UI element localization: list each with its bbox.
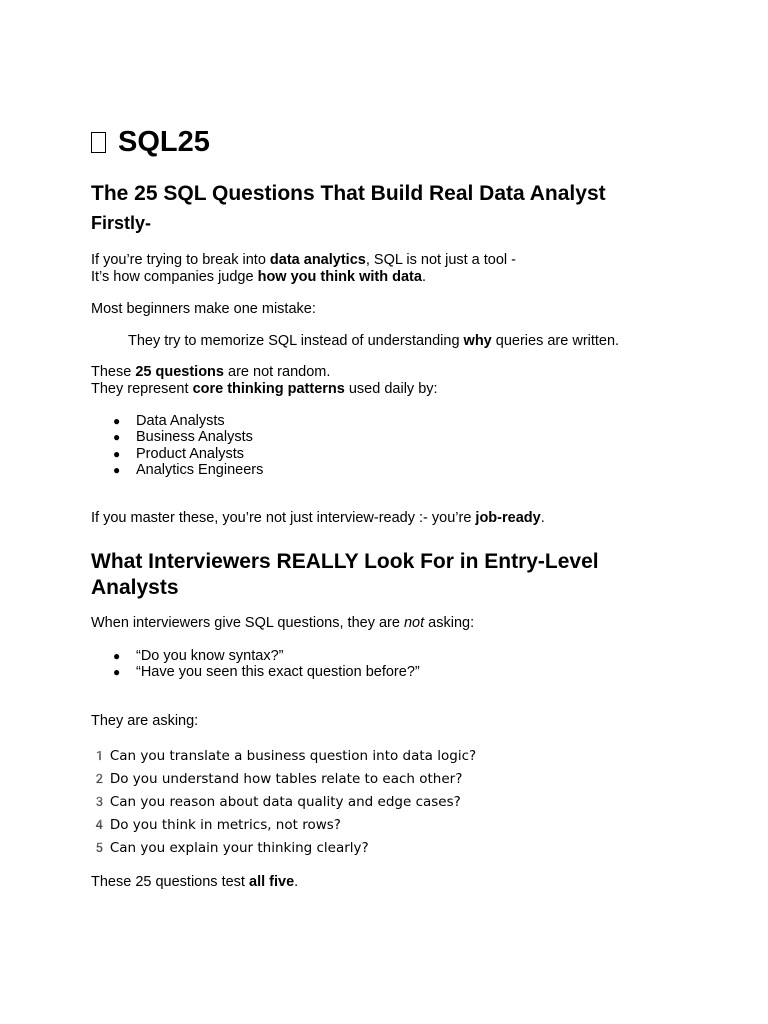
number-badge: 2️ bbox=[91, 771, 104, 787]
list-item: 4️ Do you think in metrics, not rows? bbox=[91, 817, 341, 833]
subheading: Firstly- bbox=[91, 213, 152, 233]
master-text: If you master these, you’re not just interview-ready :- you’re job-ready. bbox=[91, 510, 545, 526]
patterns-paragraph: These 25 questions are not random. They represent core thinking patterns used daily by: bbox=[91, 364, 438, 397]
title-text: SQL25 bbox=[118, 126, 210, 158]
bullet-icon: ● bbox=[113, 430, 121, 445]
quote-text: They try to memorize SQL instead of understanding why queries are written. bbox=[128, 333, 620, 349]
list-item: ● “Do you know syntax?” bbox=[113, 648, 284, 664]
list-item: ● “Have you seen this exact question before?” bbox=[113, 664, 420, 681]
number-badge: 4️ bbox=[91, 817, 104, 833]
not-asking-list bbox=[91, 648, 420, 681]
section-heading: What Interviewers REALLY Look For in Entry-Level Analysts bbox=[91, 550, 599, 599]
number-badge: 1️ bbox=[91, 748, 104, 764]
bullet-icon: ● bbox=[113, 414, 121, 428]
number-badge: 5️ bbox=[91, 840, 104, 856]
mistake-text: Most beginners make one mistake: bbox=[91, 301, 316, 317]
main-heading: The 25 SQL Questions That Build Real Data Analyst bbox=[91, 182, 606, 205]
list-item: 1️ Can you translate a business question into data logic? bbox=[91, 748, 477, 764]
bullet-icon: ● bbox=[113, 665, 121, 680]
number-badge: 3️ bbox=[91, 794, 104, 810]
list-item: ● Analytics Engineers bbox=[113, 461, 264, 478]
list-item: ● Data Analysts bbox=[113, 413, 225, 429]
bullet-icon: ● bbox=[113, 649, 121, 663]
list-item: 3️ Can you reason about data quality and edge cases? bbox=[91, 794, 461, 810]
bullet-icon: ● bbox=[113, 446, 121, 461]
closing-text: These 25 questions test all five. bbox=[91, 874, 299, 890]
asking-text: They are asking: bbox=[91, 713, 199, 729]
list-item: ● Business Analysts bbox=[113, 429, 253, 446]
not-asking-text: When interviewers give SQL questions, they are not asking: bbox=[91, 615, 475, 631]
asking-list bbox=[91, 745, 476, 860]
roles-list bbox=[91, 413, 263, 478]
box-icon bbox=[91, 132, 106, 153]
list-item: ● Product Analysts bbox=[113, 445, 244, 462]
bullet-icon: ● bbox=[113, 462, 121, 477]
list-item: 5️ Can you explain your thinking clearly? bbox=[91, 840, 369, 856]
page-title bbox=[91, 124, 210, 160]
list-item: 2️ Do you understand how tables relate to each other? bbox=[91, 771, 463, 787]
intro-paragraph: If you’re trying to break into data analytics, SQL is not just a tool - It’s how companies judge how you think with data. bbox=[91, 252, 517, 285]
